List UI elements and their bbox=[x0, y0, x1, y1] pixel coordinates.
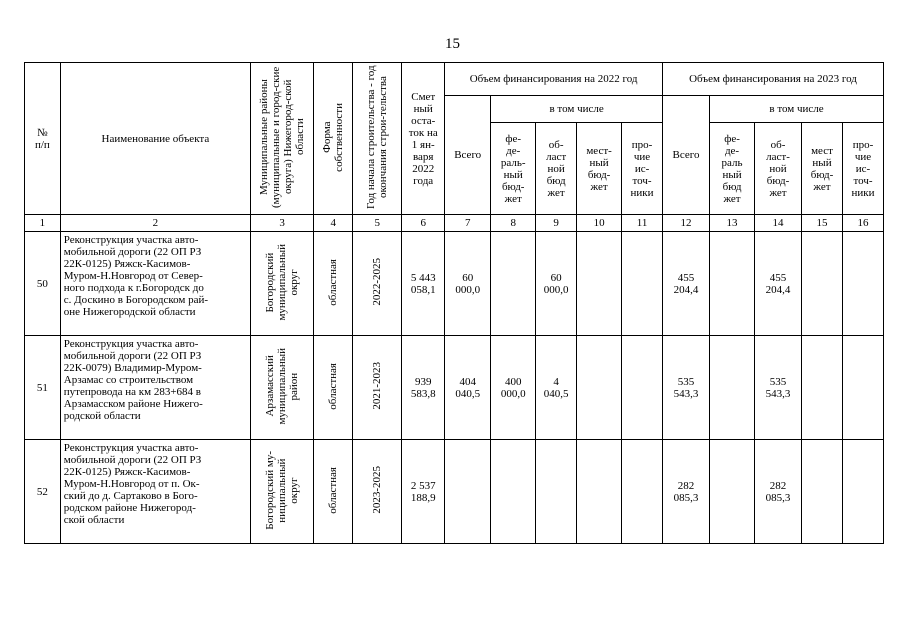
row-no: 51 bbox=[25, 336, 61, 440]
regional-2022-cell bbox=[536, 440, 577, 544]
column-numbers-row bbox=[25, 215, 884, 232]
other-2022-cell bbox=[622, 232, 663, 336]
district-cell: Богородский муниципальный округ bbox=[250, 232, 313, 336]
col-number: 3 bbox=[250, 215, 313, 232]
total-2023-cell: 282 085,3 bbox=[663, 440, 710, 544]
federal-2023-cell bbox=[710, 440, 755, 544]
regional-2022-cell: 60 000,0 bbox=[536, 232, 577, 336]
years-cell: 2022-2025 bbox=[353, 232, 402, 336]
col-number: 2 bbox=[60, 215, 250, 232]
regional-2023-cell: 455 204,4 bbox=[755, 232, 802, 336]
estimate-cell: 2 537 188,9 bbox=[402, 440, 445, 544]
row-no: 50 bbox=[25, 232, 61, 336]
header-fin2023: Объем финансирования на 2023 год bbox=[663, 63, 884, 96]
col-number: 14 bbox=[755, 215, 802, 232]
other-2023-cell bbox=[842, 232, 883, 336]
total-2022-cell: 404 040,5 bbox=[445, 336, 491, 440]
header-other-2023: про- чие ис- точ- ники bbox=[842, 123, 883, 215]
local-2022-cell bbox=[577, 336, 622, 440]
federal-2023-cell bbox=[710, 336, 755, 440]
header-regional-2022: об- ласт ной бюд жет bbox=[536, 123, 577, 215]
federal-2023-cell bbox=[710, 232, 755, 336]
other-2022-cell bbox=[622, 336, 663, 440]
object-name: Реконструкция участка авто- мобильной дороги (22 ОП РЗ 22К-0079) Владимир-Муром- Арзамас со строительством путепровода на км 283+684 в Арзамасском районе Нижего- родской области bbox=[60, 336, 250, 440]
header-regional-2023: об- ласт- ной бюд- жет bbox=[755, 123, 802, 215]
federal-2022-cell bbox=[491, 440, 536, 544]
regional-2023-cell: 282 085,3 bbox=[755, 440, 802, 544]
col-number: 6 bbox=[402, 215, 445, 232]
col-number: 16 bbox=[842, 215, 883, 232]
regional-2023-cell: 535 543,3 bbox=[755, 336, 802, 440]
header-ownership: Форма собственности bbox=[314, 63, 353, 215]
years-cell: 2023-2025 bbox=[353, 440, 402, 544]
header-federal-2022: фе- де- раль- ный бюд- жет bbox=[491, 123, 536, 215]
object-name: Реконструкция участка авто- мобильной дороги (22 ОП РЗ 22К-0125) Ряжск-Касимов- Муром-Н.Новгород от Север- ного подхода к г.Богородск до с. Доскино в Богородском рай- оне Нижегородской области bbox=[60, 232, 250, 336]
header-local-2023: мест ный бюд- жет bbox=[802, 123, 843, 215]
header-district: Муниципальные районы (муниципальные и город-ские округа) Нижегород-ской области bbox=[250, 63, 313, 215]
district-cell: Богородский му- ниципальный округ bbox=[250, 440, 313, 544]
header-total-2023: Всего bbox=[663, 96, 710, 215]
local-2022-cell bbox=[577, 232, 622, 336]
header-name: Наименование объекта bbox=[60, 63, 250, 215]
total-2022-cell bbox=[445, 440, 491, 544]
local-2023-cell bbox=[802, 440, 843, 544]
header-incl-2023: в том числе bbox=[710, 96, 884, 123]
federal-2022-cell bbox=[491, 232, 536, 336]
header-no: № п/п bbox=[25, 63, 61, 215]
col-number: 10 bbox=[577, 215, 622, 232]
district-cell: Арзамасский муниципальный район bbox=[250, 336, 313, 440]
header-total-2022: Всего bbox=[445, 96, 491, 215]
financing-table bbox=[24, 62, 884, 544]
header-incl-2022: в том числе bbox=[491, 96, 663, 123]
col-number: 15 bbox=[802, 215, 843, 232]
col-number: 5 bbox=[353, 215, 402, 232]
col-number: 12 bbox=[663, 215, 710, 232]
header-fin2022: Объем финансирования на 2022 год bbox=[445, 63, 663, 96]
estimate-cell: 939 583,8 bbox=[402, 336, 445, 440]
estimate-cell: 5 443 058,1 bbox=[402, 232, 445, 336]
years-cell: 2021-2023 bbox=[353, 336, 402, 440]
object-name: Реконструкция участка авто- мобильной дороги (22 ОП РЗ 22К-0125) Ряжск-Касимов- Муром-Н.Новгород от п. Ок- ский до д. Сартаково в Бого- родском районе Нижегород- ской области bbox=[60, 440, 250, 544]
total-2022-cell: 60 000,0 bbox=[445, 232, 491, 336]
ownership-cell: областная bbox=[314, 440, 353, 544]
header-local-2022: мест- ный бюд- жет bbox=[577, 123, 622, 215]
total-2023-cell: 455 204,4 bbox=[663, 232, 710, 336]
federal-2022-cell: 400 000,0 bbox=[491, 336, 536, 440]
col-number: 9 bbox=[536, 215, 577, 232]
col-number: 11 bbox=[622, 215, 663, 232]
header-estimate: Смет ный оста- ток на 1 ян- варя 2022 года bbox=[402, 63, 445, 215]
header-federal-2023: фе- де- раль ный бюд жет bbox=[710, 123, 755, 215]
page-number: 15 bbox=[445, 36, 460, 52]
col-number: 8 bbox=[491, 215, 536, 232]
table-row bbox=[25, 440, 884, 544]
table-row bbox=[25, 336, 884, 440]
col-number: 7 bbox=[445, 215, 491, 232]
local-2022-cell bbox=[577, 440, 622, 544]
other-2022-cell bbox=[622, 440, 663, 544]
regional-2022-cell: 4 040,5 bbox=[536, 336, 577, 440]
total-2023-cell: 535 543,3 bbox=[663, 336, 710, 440]
col-number: 4 bbox=[314, 215, 353, 232]
col-number: 13 bbox=[710, 215, 755, 232]
table-row bbox=[25, 232, 884, 336]
ownership-cell: областная bbox=[314, 336, 353, 440]
col-number: 1 bbox=[25, 215, 61, 232]
local-2023-cell bbox=[802, 232, 843, 336]
other-2023-cell bbox=[842, 336, 883, 440]
other-2023-cell bbox=[842, 440, 883, 544]
header-other-2022: про- чие ис- точ- ники bbox=[622, 123, 663, 215]
local-2023-cell bbox=[802, 336, 843, 440]
header-years: Год начала строительства - год окончания строи-тельства bbox=[353, 63, 402, 215]
ownership-cell: областная bbox=[314, 232, 353, 336]
row-no: 52 bbox=[25, 440, 61, 544]
